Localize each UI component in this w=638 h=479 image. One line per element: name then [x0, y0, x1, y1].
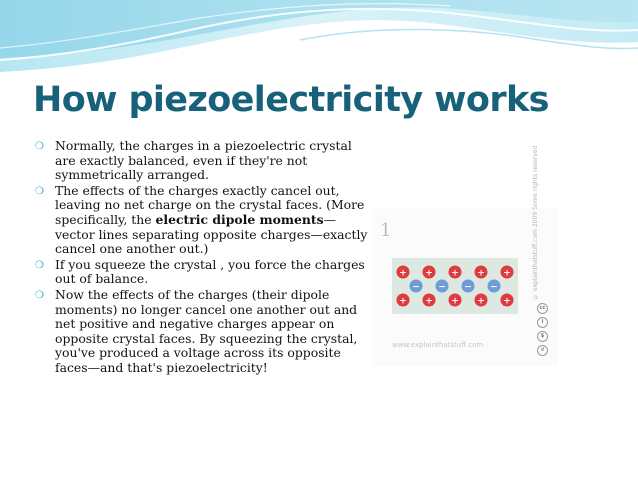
charge-symbol: − — [490, 282, 498, 293]
charge-symbol: − — [464, 282, 472, 293]
charge-symbol: − — [438, 282, 446, 293]
charge-symbol: + — [503, 296, 511, 307]
slide-title: How piezoelectricity works — [33, 80, 549, 120]
bullet-text: If you squeeze the crystal , you force the charges out of balance. — [55, 256, 365, 287]
bullet-text: Normally, the charges in a piezoelectric crystal are exactly balanced, even if they're not symmetrically arranged. — [55, 138, 352, 183]
bullet-item — [33, 258, 368, 287]
charge-symbol: + — [425, 296, 433, 307]
bullet-item — [33, 288, 368, 376]
bullet-icon: ❍ — [35, 141, 44, 152]
by-icon: i — [537, 317, 548, 328]
copyright-text: © explainthatstuff.com 2009 Some rights reserved — [532, 145, 539, 300]
positive-charge — [423, 294, 436, 307]
bullet-icon: ❍ — [35, 259, 44, 271]
charge-symbol: + — [477, 296, 485, 307]
positive-charge — [397, 266, 410, 279]
charge-symbol: + — [399, 268, 407, 279]
bullet-text: Now the effects of the charges (their dipole moments) no longer cancel one another out and net positive and negative charges appear on opposite crystal faces. By squeezing the crystal, you've produced a voltage across its opposite faces—and that's piezoelectricity! — [55, 286, 358, 375]
charge-symbol: + — [477, 268, 485, 279]
positive-charge — [423, 266, 436, 279]
charge-symbol: − — [412, 282, 420, 293]
sa-icon: ↺ — [537, 345, 548, 356]
positive-charge — [475, 266, 488, 279]
bullet-item — [33, 184, 368, 257]
positive-charge — [501, 294, 514, 307]
positive-charge — [475, 294, 488, 307]
crystal-block — [392, 258, 518, 314]
piezo-crystal-diagram — [372, 145, 558, 366]
charge-symbol: + — [399, 296, 407, 307]
positive-charge — [449, 294, 462, 307]
charge-symbol: + — [451, 296, 459, 307]
bullet-text-part: The effects of the charges exactly cancel out, leaving no net charge on the crystal faces. (More specifically, the — [55, 182, 365, 227]
nc-icon: $ — [537, 331, 548, 342]
bullet-bold-term: electric dipole moments — [155, 211, 324, 227]
positive-charge — [449, 266, 462, 279]
charge-symbol: + — [425, 268, 433, 279]
bullet-item — [33, 139, 368, 183]
negative-charge — [488, 280, 501, 293]
negative-charge — [462, 280, 475, 293]
positive-charge — [501, 266, 514, 279]
diagram-step-number: 1 — [380, 220, 392, 241]
license-icons — [537, 303, 549, 359]
bullet-list — [33, 139, 368, 377]
bullet-icon: ❍ — [35, 289, 44, 301]
charges-layer — [392, 258, 518, 314]
negative-charge — [436, 280, 449, 293]
charge-symbol: + — [503, 268, 511, 279]
creative-commons-icon: cc — [537, 303, 548, 314]
bullet-icon: ❍ — [35, 185, 44, 197]
negative-charge — [410, 280, 423, 293]
charge-symbol: + — [451, 268, 459, 279]
bullet-text-part: —vector lines separating opposite charges—exactly cancel one another out.) — [55, 211, 368, 257]
copyright-strip — [530, 145, 556, 362]
positive-charge — [397, 294, 410, 307]
diagram-credit: www.explainthatstuff.com — [392, 341, 484, 349]
header-waves-decoration — [0, 0, 638, 80]
